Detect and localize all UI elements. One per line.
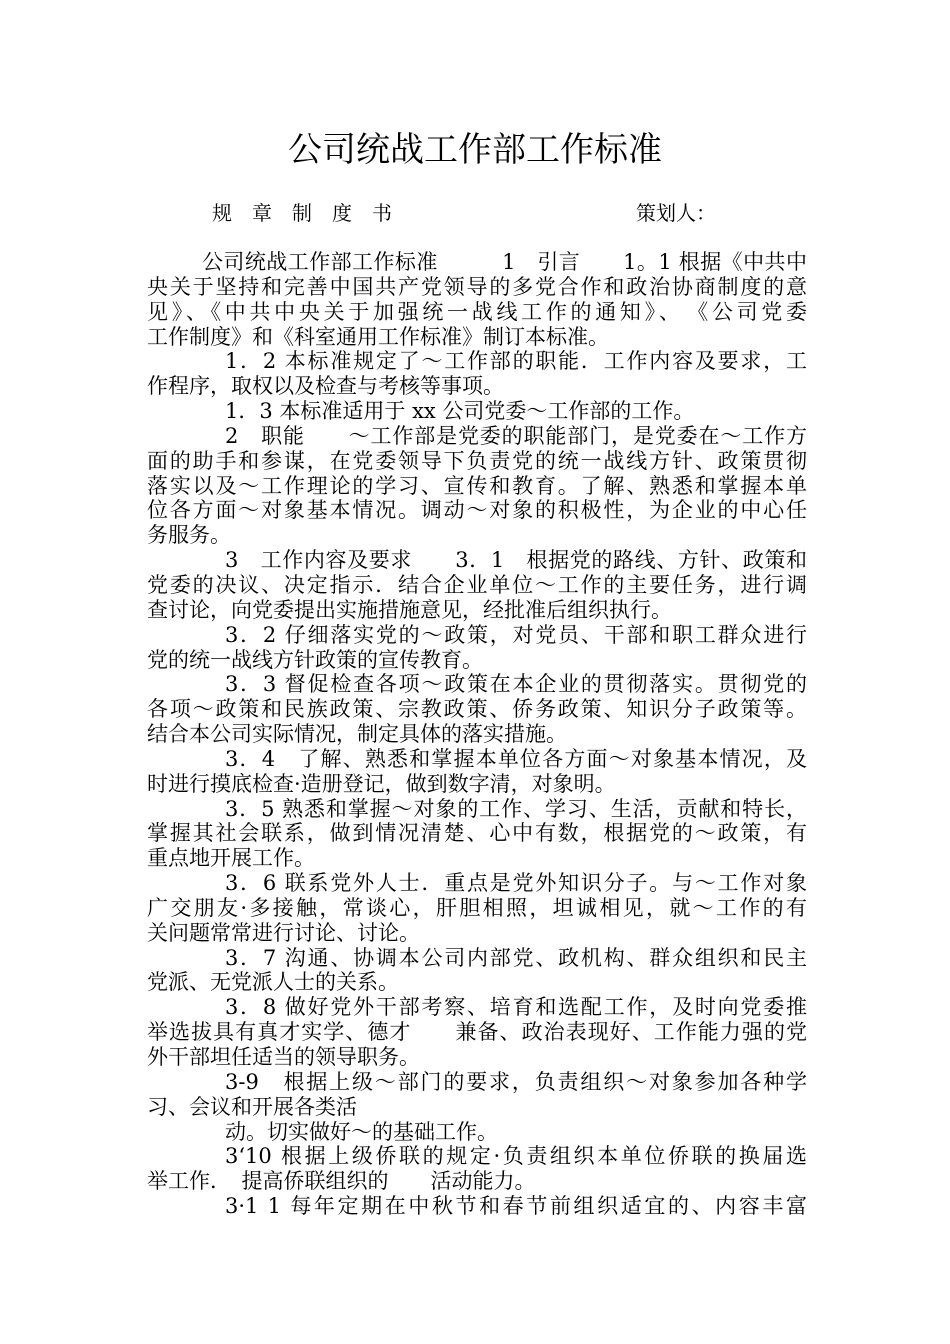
text-line: 面的助手和参谋，在党委领导下负责党的统一战线方针、政策贯彻 — [147, 448, 807, 473]
paragraph-3-1 — [147, 548, 807, 623]
document-title: 公司统战工作部工作标准 — [288, 130, 662, 170]
text-line: 举选拔具有真才实学、德才 兼备、政治表现好、工作能力强的党 — [147, 1020, 807, 1045]
text-line: 工作制度》和《科室通用工作标准》制订本标准。 — [147, 324, 609, 349]
text-line: 见》、《中共中央关于加强统一战线工作的通知》、 《公司党委 — [147, 299, 807, 324]
text-line: 3．8 做好党外干部考察、培育和选配工作，及时向党委推 — [225, 995, 807, 1020]
text-line: 广交朋友·多接触，常谈心，肝胆相照，坦诚相见，就～工作的有 — [147, 895, 807, 920]
text-line: 各项～政策和民族政策、宗教政策、侨务政策、知识分子政策等。 — [147, 697, 807, 722]
paragraph-3-4 — [147, 747, 807, 797]
text-line: 举工作． 提高侨联组织的 活动能力。 — [147, 1169, 536, 1194]
paragraph-3-8 — [147, 995, 807, 1070]
text-line: 1．2 本标准规定了～工作部的职能．工作内容及要求，工 — [225, 349, 807, 374]
text-line: 3．6 联系党外人士．重点是党外知识分子。与～工作对象 — [225, 871, 807, 896]
text-line: 3 工作内容及要求 3．1 根据党的路线、方针、政策和 — [225, 548, 807, 573]
text-line: 外干部坦任适当的领导职务。 — [147, 1045, 420, 1069]
text-line: 央关于坚持和完善中国共产党领导的多党合作和政治协商制度的意 — [147, 274, 807, 299]
text-line: 3‘10 根据上级侨联的规定·负责组织本单位侨联的换届选 — [225, 1144, 807, 1169]
text-line: 1．3 本标准适用于 xx 公司党委～工作部的工作。 — [225, 399, 695, 424]
text-line: 3．5 熟悉和掌握～对象的工作、学习、生活，贡献和特长， — [225, 796, 807, 821]
paragraph-3-9-continued — [147, 1120, 807, 1145]
paragraph-3-11 — [147, 1194, 807, 1219]
text-line: 习、会议和开展各类活 — [147, 1094, 357, 1119]
text-line: 关问题常常进行讨论、讨论。 — [147, 920, 420, 945]
text-line: 公司统战工作部工作标准 1 引言 1。1 根据《中共中 — [202, 250, 807, 274]
text-line: 3．7 沟通、协调本公司内部党、政机构、群众组织和民主 — [225, 945, 807, 970]
text-line: 2 职能 ～工作部是党委的职能部门，是党委在～工作方 — [225, 423, 807, 448]
text-line: 党委的决议、决定指示．结合企业单位～工作的主要任务，进行调 — [147, 572, 807, 597]
text-line: 务服务。 — [147, 523, 231, 548]
text-line: 查讨论，向党委提出实施措施意见，经批准后组织执行。 — [147, 597, 672, 622]
text-line: 3．3 督促检查各项～政策在本企业的贯彻落实。贯彻党的 — [225, 672, 807, 697]
paragraph-3-3 — [147, 672, 807, 747]
text-line: 掌握其社会联系，做到情况清楚、心中有数，根据党的～政策，有 — [147, 821, 807, 846]
text-line: 3．4 了解、熟悉和掌握本单位各方面～对象基本情况，及 — [225, 746, 807, 771]
paragraph-3-10 — [147, 1144, 807, 1194]
text-line: 党派、无党派人士的关系。 — [147, 970, 399, 995]
paragraph-3-2 — [147, 623, 807, 673]
paragraph-1-2 — [147, 349, 807, 399]
text-line: 落实以及～工作理论的学习、宣传和教育。了解、熟悉和掌握本单 — [147, 473, 807, 498]
paragraph-3-7 — [147, 946, 807, 996]
text-line: 3·1 1 每年定期在中秋节和春节前组织适宜的、内容丰富 — [225, 1194, 807, 1219]
document-body — [147, 250, 807, 1219]
text-line: 党的统一战线方针政策的宣传教育。 — [147, 647, 483, 672]
text-line: 作程序，取权以及检查与考核等事项。 — [147, 374, 504, 399]
paragraph-3-5 — [147, 797, 807, 872]
paragraph-intro — [147, 250, 807, 349]
paragraph-1-3 — [147, 399, 807, 424]
text-line: 重点地开展工作。 — [147, 846, 315, 871]
paragraph-2-functions — [147, 424, 807, 548]
text-line: 3-9 根据上级～部门的要求，负责组织～对象参加各种学 — [225, 1069, 807, 1094]
text-line: 结合本公司实际情况，制定具体的落实措施。 — [147, 722, 567, 747]
text-line: 位各方面～对象基本情况。调动～对象的积极性，为企业的中心任 — [147, 498, 807, 523]
text-line: 动。切实做好～的基础工作。 — [225, 1119, 498, 1144]
subtitle-regulation-label: 规 章 制 度 书 — [212, 201, 392, 225]
subtitle-planner-label: 策划人： — [636, 201, 716, 225]
text-line: 时进行摸底检查·造册登记，做到数字清，对象明。 — [147, 771, 616, 796]
text-line: 3．2 仔细落实党的～政策，对党员、干部和职工群众进行 — [225, 622, 807, 647]
paragraph-3-6 — [147, 871, 807, 946]
paragraph-3-9 — [147, 1070, 807, 1120]
